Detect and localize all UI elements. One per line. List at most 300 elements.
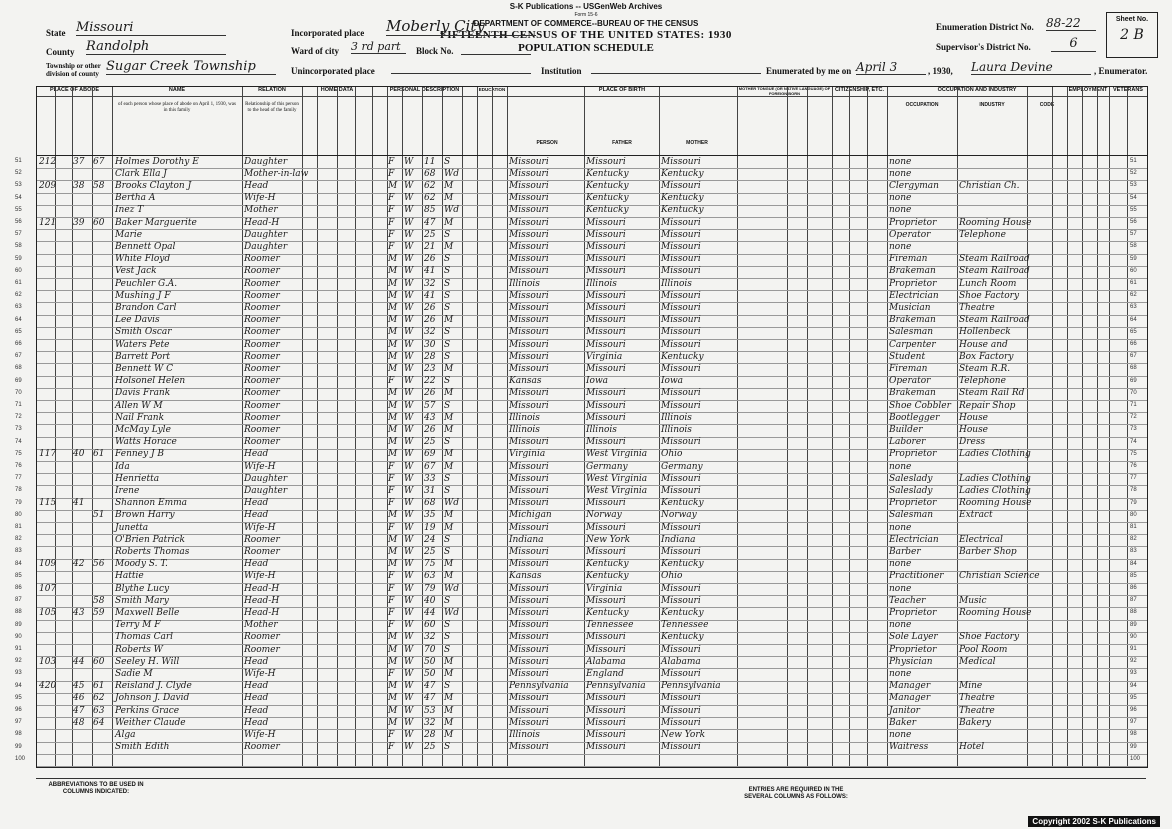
cell-fn: 56: [93, 559, 105, 570]
cell-rel: Roomer: [244, 266, 280, 277]
cell-mbp: Missouri: [661, 339, 701, 350]
col-rule: [337, 87, 338, 767]
line-number-right: 58: [1130, 243, 1137, 250]
line-number: 87: [15, 597, 22, 604]
cell-rel: Wife-H: [244, 729, 276, 740]
cell-age: 70: [424, 644, 436, 655]
cell-fbp: Germany: [586, 461, 628, 472]
cell-ind: Extract: [959, 510, 993, 521]
cell-bp: Missouri: [509, 193, 549, 204]
line-number: 52: [15, 170, 22, 177]
cell-rel: Mother: [244, 620, 278, 631]
occupation-head: OCCUPATION: [905, 102, 939, 108]
state-value: Missouri: [76, 20, 226, 36]
cell-ind: Medical: [959, 656, 996, 667]
cell-mbp: Missouri: [661, 473, 701, 484]
cell-sex: F: [388, 668, 395, 679]
cell-ms: S: [444, 278, 451, 289]
line-number-right: 51: [1130, 158, 1137, 164]
cell-name: Maxwell Belle: [115, 607, 180, 618]
col-rule: [1109, 87, 1110, 767]
cell-mbp: Indiana: [661, 534, 696, 545]
cell-ms: M: [444, 461, 454, 472]
col-rule: [659, 87, 660, 767]
cell-name: Hattie: [115, 571, 144, 582]
col-rule: [584, 87, 585, 767]
line-number-right: 83: [1130, 548, 1137, 555]
cell-mbp: Pennsylvania: [661, 681, 721, 692]
cell-sex: M: [388, 693, 398, 704]
cell-age: 26: [424, 315, 436, 326]
line-number-right: 63: [1130, 304, 1137, 311]
cell-mbp: Tennessee: [661, 620, 709, 631]
cell-occ: none: [889, 583, 912, 594]
cell-sex: F: [388, 729, 395, 740]
col-rule: [1082, 87, 1083, 767]
cell-mbp: Missouri: [661, 302, 701, 313]
group-mother-tongue: MOTHER TONGUE (OR NATIVE LANGUAGE) OF FOREIGN BORN: [738, 86, 831, 96]
cell-age: 68: [424, 168, 436, 179]
line-number-right: 56: [1130, 219, 1137, 225]
line-number-right: 76: [1130, 463, 1137, 469]
line-number-right: 98: [1130, 731, 1137, 738]
cell-sex: M: [388, 510, 398, 521]
cell-sex: M: [388, 363, 398, 374]
cell-occ: Shoe Cobbler: [889, 400, 951, 411]
sheet-box: [1106, 12, 1158, 58]
cell-rel: Wife-H: [244, 193, 276, 204]
cell-bp: Pennsylvania: [509, 681, 569, 692]
line-number-right: 65: [1130, 328, 1137, 335]
cell-mbp: Missouri: [661, 180, 701, 191]
line-number-right: 92: [1130, 658, 1137, 665]
cell-occ: none: [889, 620, 912, 631]
cell-bp: Missouri: [509, 437, 549, 448]
cell-fbp: Kentucky: [586, 180, 629, 191]
line-number-right: 60: [1130, 267, 1137, 274]
cell-mbp: Alabama: [661, 656, 701, 667]
line-number: 98: [15, 731, 22, 738]
cell-occ: none: [889, 193, 912, 204]
cell-occ: none: [889, 729, 912, 740]
cell-bp: Indiana: [509, 534, 544, 545]
cell-age: 26: [424, 302, 436, 313]
ward-label: Ward of city: [291, 46, 339, 56]
cell-mbp: Missouri: [661, 327, 701, 338]
cell-ms: M: [444, 522, 454, 533]
year-suffix: , 1930,: [928, 66, 953, 76]
cell-name: Lee Davis: [115, 315, 160, 326]
line-number: 85: [15, 572, 22, 579]
cell-ms: Wd: [444, 583, 460, 594]
cell-fbp: Kentucky: [586, 559, 629, 570]
cell-ms: S: [444, 290, 451, 301]
col-rule: [462, 87, 463, 767]
cell-fn: 51: [93, 510, 105, 521]
cell-rel: Roomer: [244, 742, 280, 753]
cell-mbp: Norway: [661, 510, 697, 521]
cell-mbp: Missouri: [661, 668, 701, 679]
cell-rel: Roomer: [244, 254, 280, 265]
cell-ms: S: [444, 327, 451, 338]
col-rule: [849, 87, 850, 767]
cell-dw: 107: [39, 583, 57, 594]
cell-rel: Roomer: [244, 437, 280, 448]
cell-sex: M: [388, 412, 398, 423]
cell-race: W: [404, 302, 414, 313]
cell-bp: Missouri: [509, 156, 549, 167]
cell-occ: Manager: [889, 681, 931, 692]
cell-occ: none: [889, 168, 912, 179]
cell-age: 28: [424, 729, 436, 740]
cell-ms: S: [444, 229, 451, 240]
line-number-right: 91: [1130, 646, 1137, 652]
line-number: 56: [15, 219, 22, 225]
cell-fbp: Missouri: [586, 229, 626, 240]
cell-age: 44: [424, 607, 436, 618]
unincorporated-place-label: Unincorporated place: [291, 66, 375, 76]
cell-race: W: [404, 315, 414, 326]
cell-age: 67: [424, 461, 436, 472]
cell-age: 63: [424, 571, 436, 582]
cell-sex: F: [388, 241, 395, 252]
cell-sex: M: [388, 254, 398, 265]
cell-fbp: Missouri: [586, 546, 626, 557]
institution-label: Institution: [541, 66, 582, 76]
cell-bp: Missouri: [509, 620, 549, 631]
cell-rel: Roomer: [244, 363, 280, 374]
cell-fbp: Missouri: [586, 632, 626, 643]
cell-rel: Head: [244, 705, 269, 716]
cell-rel: Head: [244, 656, 269, 667]
cell-bp: Missouri: [509, 339, 549, 350]
cell-ms: M: [444, 424, 454, 435]
cell-fbp: Missouri: [586, 595, 626, 606]
cell-race: W: [404, 180, 414, 191]
cell-ms: M: [444, 705, 454, 716]
group-name: NAME: [112, 87, 242, 97]
line-number: 91: [15, 646, 22, 652]
cell-occ: Fireman: [889, 363, 928, 374]
cell-mbp: Kentucky: [661, 607, 704, 618]
cell-rel: Mother-in-law: [244, 168, 309, 179]
cell-fbp: Iowa: [586, 376, 609, 387]
cell-age: 19: [424, 522, 436, 533]
cell-mbp: Missouri: [661, 290, 701, 301]
abbreviations-title: ABBREVIATIONS TO BE USED IN COLUMNS INDICATED:: [48, 782, 144, 795]
line-number-right: 64: [1130, 316, 1137, 323]
cell-age: 32: [424, 327, 436, 338]
line-number: 72: [15, 414, 22, 421]
cell-fbp: Missouri: [586, 693, 626, 704]
col-rule: [1067, 87, 1068, 767]
line-number: 60: [15, 267, 22, 274]
line-number: 66: [15, 341, 22, 347]
cell-sex: M: [388, 437, 398, 448]
cell-name: Holmes Dorothy E: [115, 156, 199, 167]
publisher-banner: S-K Publications -- USGenWeb Archives: [509, 2, 663, 11]
cell-fbp: Missouri: [586, 217, 626, 228]
entries-title: ENTRIES ARE REQUIRED IN THE SEVERAL COLUMNS AS FOLLOWS:: [744, 787, 848, 800]
cell-race: W: [404, 327, 414, 338]
cell-mbp: Missouri: [661, 742, 701, 753]
cell-name: Shannon Emma: [115, 498, 187, 509]
line-number: 71: [15, 402, 22, 408]
cell-age: 25: [424, 229, 436, 240]
cell-bp: Missouri: [509, 546, 549, 557]
cell-bp: Missouri: [509, 266, 549, 277]
cell-sex: F: [388, 571, 395, 582]
cell-ind: House: [959, 424, 989, 435]
cell-fam: 40: [73, 449, 85, 460]
line-number: 63: [15, 304, 22, 311]
cell-age: 53: [424, 705, 436, 716]
cell-fam: 48: [73, 717, 85, 728]
cell-occ: Salesman: [889, 510, 934, 521]
cell-race: W: [404, 717, 414, 728]
cell-occ: Electrician: [889, 290, 939, 301]
cell-mbp: Missouri: [661, 522, 701, 533]
cell-name: Smith Mary: [115, 595, 169, 606]
line-number: 83: [15, 548, 22, 555]
cell-mbp: Missouri: [661, 437, 701, 448]
cell-occ: Barber: [889, 546, 921, 557]
cell-occ: Proprietor: [889, 498, 937, 509]
cell-race: W: [404, 278, 414, 289]
cell-race: W: [404, 583, 414, 594]
cell-sex: M: [388, 449, 398, 460]
cell-mbp: Missouri: [661, 595, 701, 606]
col-rule: [477, 87, 478, 767]
cell-ms: M: [444, 656, 454, 667]
col-rule: [492, 87, 493, 767]
cell-race: W: [404, 205, 414, 216]
cell-ind: Barber Shop: [959, 546, 1017, 557]
cell-age: 75: [424, 559, 436, 570]
cell-sex: F: [388, 229, 395, 240]
cell-sex: F: [388, 595, 395, 606]
cell-age: 25: [424, 742, 436, 753]
cell-fn: 60: [93, 656, 105, 667]
cell-rel: Head-H: [244, 607, 280, 618]
cell-sex: F: [388, 461, 395, 472]
cell-occ: Carpenter: [889, 339, 936, 350]
cell-age: 79: [424, 583, 436, 594]
cell-sex: M: [388, 424, 398, 435]
form-footer: [36, 778, 1146, 823]
cell-ms: Wd: [444, 498, 460, 509]
cell-fn: 59: [93, 607, 105, 618]
cell-age: 62: [424, 180, 436, 191]
cell-ms: S: [444, 254, 451, 265]
cell-fbp: Missouri: [586, 717, 626, 728]
cell-rel: Wife-H: [244, 522, 276, 533]
cell-fn: 61: [93, 681, 105, 692]
cell-sex: M: [388, 632, 398, 643]
line-number: 86: [15, 585, 22, 591]
cell-rel: Roomer: [244, 632, 280, 643]
cell-occ: Clergyman: [889, 180, 939, 191]
cell-ind: Theatre: [959, 302, 995, 313]
cell-sex: M: [388, 302, 398, 313]
cell-bp: Missouri: [509, 315, 549, 326]
cell-fam: 42: [73, 559, 85, 570]
cell-bp: Missouri: [509, 705, 549, 716]
group-citizenship: CITIZENSHIP, ETC.: [832, 87, 887, 97]
enumerator-name: Laura Devine: [971, 60, 1091, 75]
cell-name: Waters Pete: [115, 339, 170, 350]
supervisor-district-value: 6: [1051, 36, 1096, 52]
cell-name: Clark Ella J: [115, 168, 167, 179]
cell-race: W: [404, 632, 414, 643]
cell-dw: 212: [39, 156, 57, 167]
line-number-right: 74: [1130, 438, 1137, 445]
cell-name: Holsonel Helen: [115, 376, 186, 387]
cell-fam: 46: [73, 693, 85, 704]
cell-mbp: Missouri: [661, 315, 701, 326]
cell-ind: Pool Room: [959, 644, 1008, 655]
cell-fn: 64: [93, 717, 105, 728]
col-rule: [787, 87, 788, 767]
line-number: 99: [15, 743, 22, 750]
cell-fn: 63: [93, 705, 105, 716]
cell-race: W: [404, 644, 414, 655]
line-number: 82: [15, 536, 22, 543]
cell-name: Terry M F: [115, 620, 161, 631]
cell-ind: House: [959, 412, 989, 423]
line-number: 97: [15, 719, 22, 726]
group-personal-description: PERSONAL DESCRIPTION: [372, 87, 477, 97]
cell-fbp: Kentucky: [586, 571, 629, 582]
line-number-right: 96: [1130, 707, 1137, 713]
county-label: County: [46, 47, 75, 57]
cell-name: Sadie M: [115, 668, 153, 679]
line-number-right: 81: [1130, 524, 1137, 530]
cell-ms: S: [444, 437, 451, 448]
cell-race: W: [404, 376, 414, 387]
cell-ind: Telephone: [959, 376, 1006, 387]
cell-bp: Missouri: [509, 559, 549, 570]
cell-sex: M: [388, 644, 398, 655]
sheet-label: Sheet No.: [1115, 16, 1149, 23]
cell-fbp: Kentucky: [586, 205, 629, 216]
cell-fbp: Illinois: [586, 278, 617, 289]
cell-fbp: Kentucky: [586, 168, 629, 179]
line-number-right: 99: [1130, 743, 1137, 750]
cell-ind: Telephone: [959, 229, 1006, 240]
group-employment: EMPLOYMENT: [1067, 87, 1109, 97]
cell-name: Davis Frank: [115, 388, 171, 399]
cell-ms: S: [444, 620, 451, 631]
cell-bp: Michigan: [509, 510, 552, 521]
cell-occ: none: [889, 559, 912, 570]
cell-ind: Theatre: [959, 705, 995, 716]
cell-occ: Baker: [889, 717, 917, 728]
cell-sex: M: [388, 705, 398, 716]
cell-age: 22: [424, 376, 436, 387]
cell-ind: Dress: [959, 437, 986, 448]
cell-dw: 121: [39, 217, 57, 228]
cell-mbp: Kentucky: [661, 193, 704, 204]
cell-fam: 39: [73, 217, 85, 228]
line-number-right: 52: [1130, 170, 1137, 177]
cell-sex: F: [388, 583, 395, 594]
cell-race: W: [404, 339, 414, 350]
cell-sex: M: [388, 656, 398, 667]
cell-race: W: [404, 607, 414, 618]
col-rule: [1027, 87, 1028, 767]
cell-ind: Ladies Clothing: [959, 473, 1031, 484]
cell-rel: Head: [244, 180, 269, 191]
col-rule: [807, 87, 808, 767]
cell-mbp: Germany: [661, 461, 703, 472]
cell-name: Vest Jack: [115, 266, 157, 277]
cell-ms: M: [444, 315, 454, 326]
cell-mbp: Missouri: [661, 583, 701, 594]
cell-mbp: Missouri: [661, 156, 701, 167]
cell-ind: Christian Ch.: [959, 180, 1020, 191]
line-number-right: 67: [1130, 353, 1137, 360]
cell-bp: Missouri: [509, 632, 549, 643]
cell-occ: Bootlegger: [889, 412, 940, 423]
cell-name: Inez T: [115, 205, 144, 216]
line-number-right: 84: [1130, 560, 1137, 567]
cell-bp: Kansas: [509, 376, 542, 387]
cell-age: 21: [424, 241, 436, 252]
cell-ms: M: [444, 693, 454, 704]
cell-fbp: Tennessee: [586, 620, 634, 631]
cell-occ: Proprietor: [889, 449, 937, 460]
col-rule: [867, 87, 868, 767]
cell-rel: Roomer: [244, 644, 280, 655]
cell-rel: Roomer: [244, 351, 280, 362]
cell-bp: Missouri: [509, 180, 549, 191]
cell-ind: Repair Shop: [959, 400, 1016, 411]
line-number-right: 86: [1130, 585, 1137, 591]
cell-fam: 47: [73, 705, 85, 716]
cell-occ: Physician: [889, 656, 933, 667]
cell-rel: Head: [244, 693, 269, 704]
cell-ind: Theatre: [959, 693, 995, 704]
cell-rel: Head: [244, 559, 269, 570]
line-number-right: 72: [1130, 414, 1137, 421]
cell-ms: M: [444, 668, 454, 679]
cell-name: Mushing J F: [115, 290, 171, 301]
cell-fn: 58: [93, 595, 105, 606]
line-number-right: 55: [1130, 206, 1137, 213]
col-rule: [832, 87, 833, 767]
cell-fam: 41: [73, 498, 85, 509]
cell-ms: M: [444, 363, 454, 374]
cell-sex: F: [388, 217, 395, 228]
cell-ms: M: [444, 180, 454, 191]
cell-ms: S: [444, 473, 451, 484]
cell-fbp: Missouri: [586, 241, 626, 252]
cell-sex: M: [388, 327, 398, 338]
cell-age: 68: [424, 498, 436, 509]
cell-mbp: Missouri: [661, 217, 701, 228]
cell-fbp: Missouri: [586, 363, 626, 374]
cell-fbp: Missouri: [586, 327, 626, 338]
cell-age: 28: [424, 351, 436, 362]
cell-bp: Missouri: [509, 351, 549, 362]
cell-age: 50: [424, 668, 436, 679]
cell-ms: S: [444, 339, 451, 350]
cell-mbp: Missouri: [661, 229, 701, 240]
supervisor-district-label: Supervisor's District No.: [936, 42, 1031, 52]
cell-mbp: Missouri: [661, 400, 701, 411]
cell-fbp: Missouri: [586, 400, 626, 411]
